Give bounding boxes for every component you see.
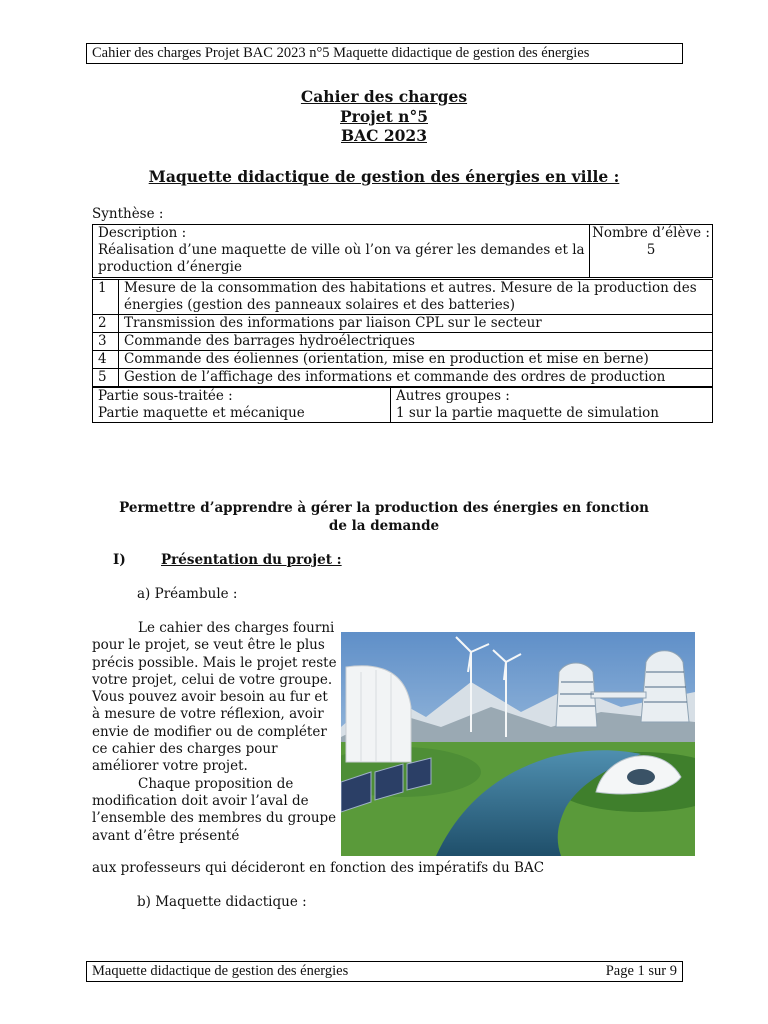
main-title: Maquette didactique de gestion des énergies en ville : (148, 167, 620, 186)
section-title: Présentation du projet : (161, 552, 342, 568)
subcontracted-cell (93, 388, 391, 423)
students-cell (590, 225, 713, 278)
description-table (92, 224, 713, 278)
task-text: Commande des barrages hydroélectriques (119, 333, 713, 351)
title-line-1: Cahier des charges (300, 87, 468, 106)
city-energy-illustration (341, 632, 695, 856)
students-value: 5 (646, 242, 656, 258)
task-number: 5 (93, 369, 119, 387)
page-footer (86, 961, 683, 982)
other-groups-label: Autres groupes : (396, 388, 510, 404)
students-label: Nombre d’élève : (592, 225, 710, 241)
description-cell (93, 225, 590, 278)
description-text: Réalisation d’une maquette de ville où l’on va gérer les demandes et la production d’énergie (98, 242, 585, 275)
other-groups-value: 1 sur la partie maquette de simulation (396, 405, 659, 421)
paragraph-2-end: aux professeurs qui décideront en fonction des impératifs du BAC (92, 860, 545, 876)
task-text: Commande des éoliennes (orientation, mise en production et mise en berne) (119, 351, 713, 369)
task-number: 2 (93, 315, 119, 333)
synthese-label: Synthèse : (92, 206, 164, 222)
table-row (93, 351, 713, 369)
subcontract-table (92, 387, 713, 423)
subsection-b: b) Maquette didactique : (137, 894, 307, 910)
page-header: Cahier des charges Projet BAC 2023 n°5 Maquette didactique de gestion des énergies (86, 43, 683, 64)
subsection-a: a) Préambule : (137, 586, 238, 602)
description-label: Description : (98, 225, 187, 241)
page-number: Page 1 sur 9 (605, 963, 677, 979)
table-row (93, 315, 713, 333)
tasks-table (92, 279, 713, 387)
table-row (93, 369, 713, 387)
title-block (0, 87, 768, 146)
task-text: Transmission des informations par liaison CPL sur le secteur (119, 315, 713, 333)
paragraph-1: Le cahier des charges fourni pour le projet, se veut être le plus précis possible. Mais le projet reste votre projet, celui de votre groupe. Vous pouvez avoir besoin au fur et à mesure de votre réflexion, avoir envie de modifier ou de compléter ce cahier des charges pour améliorer votre projet. (92, 620, 337, 775)
task-number: 1 (93, 280, 119, 315)
task-text: Mesure de la consommation des habitations et autres. Mesure de la production des énergies (gestion des panneaux solaires et des batteries) (119, 280, 713, 315)
task-number: 4 (93, 351, 119, 369)
section-number: I) (113, 552, 126, 568)
subcontracted-value: Partie maquette et mécanique (98, 405, 305, 421)
title-line-2: Projet n°5 (340, 106, 428, 126)
table-row (93, 280, 713, 315)
preamble-text (92, 620, 337, 845)
task-text: Gestion de l’affichage des informations et commande des ordres de production (119, 369, 713, 387)
task-number: 3 (93, 333, 119, 351)
table-row (93, 333, 713, 351)
subcontracted-label: Partie sous-traitée : (98, 388, 233, 404)
goal-statement: Permettre d’apprendre à gérer la production des énergies en fonction de la demande (119, 500, 649, 534)
title-line-3: BAC 2023 (341, 126, 427, 145)
other-groups-cell (391, 388, 713, 423)
footer-title: Maquette didactique de gestion des énergies (92, 963, 349, 979)
paragraph-2: Chaque proposition de modification doit avoir l’aval de l’ensemble des membres du groupe avant d’être présenté (92, 775, 337, 844)
